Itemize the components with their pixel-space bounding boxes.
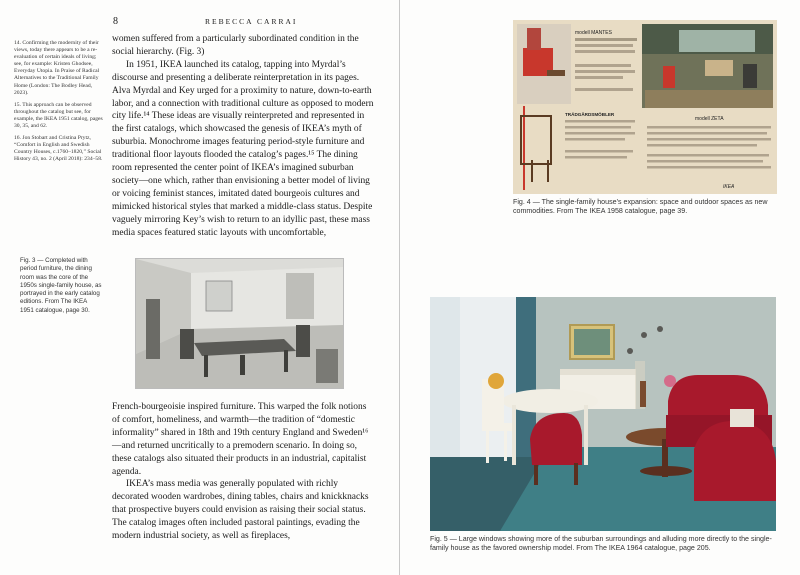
scan-label-model-2: modell ZETA bbox=[695, 116, 724, 122]
running-head: REBECCA CARRAI bbox=[205, 17, 298, 26]
fig5-caption: Fig. 5 — Large windows showing more of the suburban surroundings and alluding more directly to the single-family house as the favored ownership model. From The IKEA 1964 catalogue, page 205. bbox=[430, 535, 772, 553]
footnote-14: 14. Confirming the modernity of their views, today there appears to be a re-evaluation of certain ideals of living; see, for example: Kristen Ghodsee, Everyday Utopia. In Praise of Radical Alternatives to the Traditional Family Home (London: The Bodley Head, 2023). bbox=[14, 40, 100, 96]
fig4-image bbox=[513, 20, 777, 194]
body-text-top bbox=[112, 33, 374, 240]
fig5-image bbox=[430, 297, 776, 531]
footnote-16: 16. Jon Stobart and Cristina Prytz, “Comfort in English and Swedish Country Houses, c.1760–1820,” Social History 43, no. 2 (April 2018): 234–58. bbox=[14, 135, 103, 163]
scan-label-model-1: modell MANTES bbox=[575, 30, 612, 36]
footnote-15: 15. This approach can be observed throughout the catalog but see, for example, the IKEA 1951 catalog, pages 30, 35, and 62. bbox=[14, 101, 103, 130]
paragraph: In 1951, IKEA launched its catalog, tapping into Myrdal’s discourse and presenting a deliberate reinterpretation in its pages. Alva Myrdal and Key urged for a proximity to nature, down-to-earth labor, and a connection with traditional culture as opposed to modern city life.¹⁴ These ideas are visually reinterpreted and represented in the first catalogs, which showcased the genesis of IKEA’s myth of suburbia. Monochrome images featuring period-style furniture and traditional floor layouts flooded the catalog’s pages.¹⁵ The dining room represented the center point of IKEA’s imagined suburban society—one which, rather than envisioning a better model of living or voicing feminist stances, imitated dated bourgeois cultures and mimicked historical styles that marked a middle-class status. Despite vaguely mirroring Key’s wish to return to an idyllic past, these mass media spaces featured static layouts with uncomfortable, bbox=[112, 59, 374, 238]
fig3-caption: Fig. 3 — Completed with period furniture, the dining room was the core of the 1950s single-family house, as portrayed in the early catalog editions. From The IKEA 1951 catalogue, page 30. bbox=[20, 257, 102, 314]
scan-label-section: TRÄDGÅRDSMÖBLER bbox=[565, 112, 615, 117]
paragraph: French-bourgeoisie inspired furniture. This warped the folk notions of comfort, homeliness, and warmth—the tradition of “domestic informality” shared in 18th and 19th century England and Sweden¹⁶—and returned uncritically to a premodern scenario. In doing so, these catalogs also situated their products in an industrial, capitalist agenda. bbox=[112, 402, 369, 477]
footnotes bbox=[14, 40, 106, 169]
paragraph: IKEA’s mass media was generally populated with richly decorated wooden wardrobes, dining tables, chairs and knickknacks that prospective buyers could envision as raising their social status. The catalog images often included pastoral paintings, evading the modern industrial society, as well as fireplaces, bbox=[112, 479, 369, 542]
fig4-caption: Fig. 4 — The single-family house’s expansion: space and outdoor spaces as new commodities. From The IKEA 1958 catalogue, page 39. bbox=[513, 198, 768, 216]
body-text-bottom bbox=[112, 401, 374, 543]
paragraph: women suffered from a particularly subordinated condition in the social hierarchy. (Fig. 3) bbox=[112, 34, 359, 57]
fig3-image bbox=[135, 258, 344, 389]
page-number: 8 bbox=[113, 16, 118, 27]
scan-label-brand: IKEA bbox=[723, 184, 735, 190]
